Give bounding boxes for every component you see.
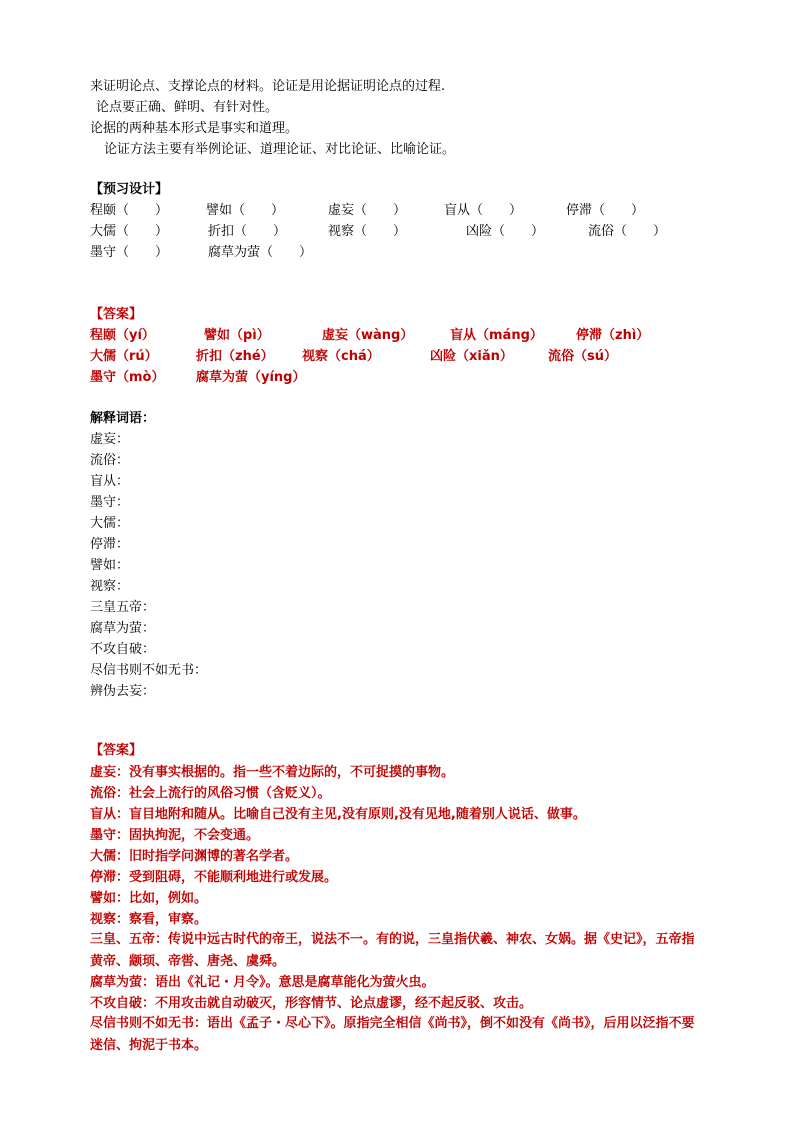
intro-line-3: 论据的两种基本形式是事实和道理。 bbox=[90, 121, 299, 136]
vocab-term: 墨守： bbox=[90, 495, 130, 510]
answer1-word: 程颐（yí） bbox=[90, 328, 155, 343]
answer1-word: 停滞（zhì） bbox=[576, 328, 650, 343]
definition-item bbox=[90, 764, 454, 782]
answer1-word: 虚妄（wàng） bbox=[322, 328, 414, 343]
vocab-term: 大儒： bbox=[90, 516, 130, 531]
intro-line-2: 论点要正确、鲜明、有针对性。 bbox=[96, 100, 279, 115]
definition-term: 流俗： bbox=[90, 786, 130, 801]
definition-text: 传说中远古时代的帝王，说法不一。有的说，三皇指伏羲、神农、女娲。据《史记》，五帝指黄帝、颛顼、帝喾、唐尧、虞舜。 bbox=[90, 932, 695, 969]
definition-item bbox=[90, 785, 331, 803]
definition-text: 语出《孟子・尽心下》。原指完全相信《尚书》，倒不如没有《尚书》，后用以泛指不要迷信、拘泥于书本。 bbox=[90, 1016, 695, 1053]
vocab-heading: 解释词语： bbox=[90, 411, 156, 426]
definition-item bbox=[90, 1013, 700, 1057]
preview-word: 墨守（ ） bbox=[90, 245, 169, 260]
definition-term: 盲从： bbox=[90, 807, 130, 822]
vocab-term: 尽信书则不如无书： bbox=[90, 663, 208, 678]
definition-term: 腐草为萤： bbox=[90, 975, 156, 990]
definition-term: 停滞： bbox=[90, 870, 130, 885]
definition-term: 不攻自破： bbox=[90, 996, 156, 1011]
vocab-term: 流俗： bbox=[90, 453, 130, 468]
definition-item bbox=[90, 974, 435, 992]
definition-text: 社会上流行的风俗习惯（含贬义）。 bbox=[129, 786, 331, 801]
preview-word: 腐草为萤（ ） bbox=[208, 245, 313, 260]
preview-word: 停滞（ ） bbox=[566, 203, 645, 218]
definition-term: 尽信书则不如无书： bbox=[90, 1016, 208, 1031]
vocab-term: 虚妄： bbox=[90, 432, 130, 447]
preview-row-3 bbox=[90, 244, 730, 262]
preview-heading: 【预习设计】 bbox=[90, 182, 169, 197]
answer1-row-3 bbox=[90, 369, 730, 387]
preview-word: 大儒（ ） bbox=[90, 224, 169, 239]
answer1-word: 凶险（xiǎn） bbox=[430, 349, 513, 364]
answer1-word: 视察（chá） bbox=[302, 349, 380, 364]
definition-term: 三皇、五帝： bbox=[90, 932, 169, 947]
preview-word: 折扣（ ） bbox=[208, 224, 287, 239]
intro-line-1: 来证明论点、支撑论点的材料。论证是用论据证明论点的过程. bbox=[90, 79, 446, 94]
preview-word: 流俗（ ） bbox=[588, 224, 667, 239]
definition-text: 盲目地附和随从。比喻自己没有主见,没有原则,没有见地,随着别人说话、做事。 bbox=[129, 807, 586, 822]
answer1-heading: 【答案】 bbox=[90, 307, 143, 322]
preview-word: 盲从（ ） bbox=[444, 203, 523, 218]
vocab-term: 辨伪去妄： bbox=[90, 684, 156, 699]
definition-text: 语出《礼记・月令》。意思是腐草能化为萤火虫。 bbox=[155, 975, 435, 990]
vocab-term: 腐草为萤： bbox=[90, 621, 156, 636]
definition-text: 比如，例如。 bbox=[129, 891, 208, 906]
intro-line-4: 论证方法主要有举例论证、道理论证、对比论证、比喻论证。 bbox=[104, 142, 456, 157]
definition-item bbox=[90, 806, 586, 824]
definition-item bbox=[90, 995, 532, 1013]
preview-word: 程颐（ ） bbox=[90, 203, 169, 218]
vocab-term: 盲从： bbox=[90, 474, 130, 489]
vocab-term: 不攻自破： bbox=[90, 642, 156, 657]
preview-word: 凶险（ ） bbox=[466, 224, 545, 239]
definition-item bbox=[90, 890, 207, 908]
definition-term: 墨守： bbox=[90, 828, 130, 843]
definition-text: 没有事实根据的。指一些不着边际的，不可捉摸的事物。 bbox=[129, 765, 455, 780]
definition-text: 旧时指学问渊博的著名学者。 bbox=[129, 849, 299, 864]
answer1-word: 大儒（rú） bbox=[90, 349, 158, 364]
definition-item bbox=[90, 929, 700, 973]
preview-word: 视察（ ） bbox=[328, 224, 407, 239]
definition-text: 固执拘泥，不会变通。 bbox=[129, 828, 260, 843]
vocab-term: 停滞： bbox=[90, 537, 130, 552]
answer1-word: 盲从（máng） bbox=[450, 328, 543, 343]
preview-row-1 bbox=[90, 202, 730, 220]
definition-text: 察看，审察。 bbox=[129, 912, 208, 927]
definition-item bbox=[90, 869, 337, 887]
answer1-row-1 bbox=[90, 327, 730, 345]
definition-term: 视察： bbox=[90, 912, 130, 927]
preview-word: 譬如（ ） bbox=[206, 203, 285, 218]
preview-word: 虚妄（ ） bbox=[328, 203, 407, 218]
definition-text: 受到阻碍，不能顺利地进行或发展。 bbox=[129, 870, 338, 885]
definition-term: 大儒： bbox=[90, 849, 130, 864]
vocab-term: 譬如： bbox=[90, 558, 130, 573]
answer1-word: 譬如（pì） bbox=[204, 328, 270, 343]
answer1-word: 折扣（zhé） bbox=[196, 349, 274, 364]
answer1-word: 墨守（mò） bbox=[90, 370, 165, 385]
vocab-term: 三皇五帝： bbox=[90, 600, 156, 615]
definition-term: 虚妄： bbox=[90, 765, 130, 780]
definition-item bbox=[90, 827, 259, 845]
definition-item bbox=[90, 911, 207, 929]
preview-row-2 bbox=[90, 223, 730, 241]
definition-item bbox=[90, 848, 298, 866]
answer1-word: 腐草为萤（yíng） bbox=[196, 370, 306, 385]
definition-term: 譬如： bbox=[90, 891, 130, 906]
vocab-term: 视察： bbox=[90, 579, 130, 594]
definition-text: 不用攻击就自动破灭，形容情节、论点虚谬，经不起反驳、攻击。 bbox=[155, 996, 533, 1011]
answer1-row-2 bbox=[90, 348, 730, 366]
answer1-word: 流俗（sú） bbox=[548, 349, 617, 364]
answer2-heading: 【答案】 bbox=[90, 743, 143, 758]
